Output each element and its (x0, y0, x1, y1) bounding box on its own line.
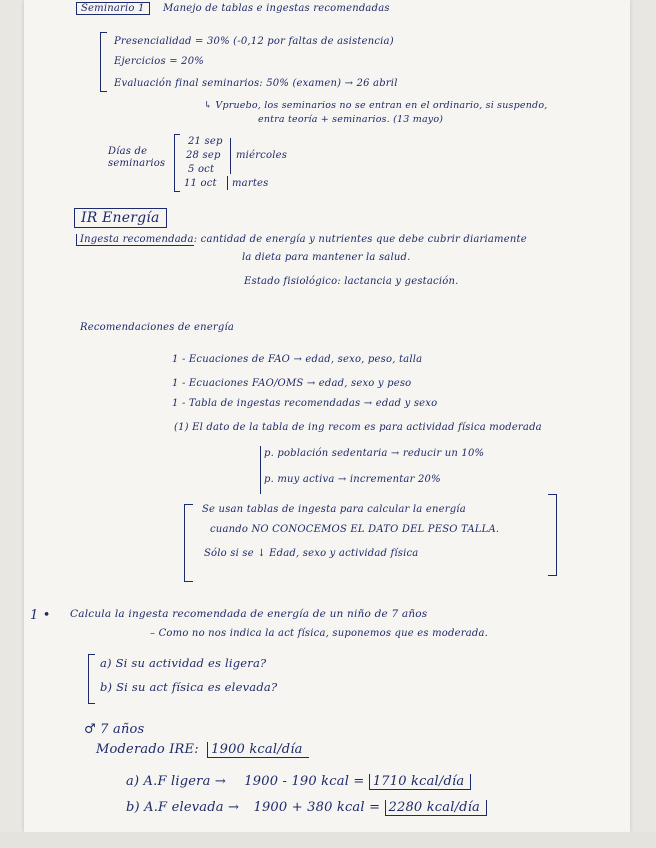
ire-value: 1900 kcal/día (207, 742, 309, 758)
child-label: ♂ 7 años (84, 722, 145, 737)
questions-bracket (88, 654, 95, 704)
answer-a-label: a) A.F ligera → (126, 774, 226, 789)
notebook-page (24, 0, 630, 832)
estado-fisiologico: Estado fisiológico: lactancia y gestación. (244, 276, 459, 287)
question-b: b) Si su act física es elevada? (100, 680, 278, 694)
seminario-label: Seminario 1 (76, 2, 150, 15)
dates-divider-2 (227, 176, 228, 190)
ire-label: Moderado IRE: (96, 742, 199, 757)
evaluation-note-line2: entra teoría + seminarios. (13 mayo) (258, 114, 444, 125)
answer-a-value: 1710 kcal/día (369, 774, 472, 790)
definition-line2: la dieta para mantener la salud. (242, 252, 411, 263)
answer-b-value: 2280 kcal/día (385, 800, 488, 816)
ire-line (96, 742, 309, 757)
evaluation-item-final: Evaluación final seminarios: 50% (examen) → 26 abril (114, 78, 398, 89)
recommendations-heading: Recomendaciones de energía (80, 322, 235, 333)
answer-b (126, 800, 487, 815)
box-line2: cuando NO CONOCEMOS EL DATO DEL PESO TALLA. (210, 524, 500, 535)
answer-b-calc: 1900 + 380 kcal = (253, 800, 381, 815)
date-item: 21 sep (188, 136, 223, 147)
date-item: 5 oct (188, 164, 215, 175)
exercise-note: – Como no nos indica la act física, suponemos que es moderada. (150, 628, 489, 639)
page-title: Manejo de tablas e ingestas recomendadas (162, 3, 390, 14)
recommendations-note: (1) El dato de la tabla de ing recom es para actividad física moderada (174, 422, 542, 433)
box-line1: Se usan tablas de ingesta para calcular la energía (202, 504, 466, 515)
evaluation-item-ejercicios: Ejercicios = 20% (114, 56, 205, 67)
answer-a (126, 774, 471, 789)
energy-heading: IR Energía (74, 210, 167, 226)
date-item: 11 oct (184, 178, 217, 189)
energy-definition (76, 234, 527, 245)
definition-line1: : cantidad de energía y nutrientes que debe cubrir diariamente (193, 234, 527, 245)
box-bracket-left (184, 504, 193, 582)
weekday-miercoles: miércoles (236, 150, 288, 161)
recommendation-sub-activa: p. muy activa → incrementar 20% (264, 474, 441, 485)
dates-divider (230, 138, 231, 174)
dates-bracket (174, 134, 180, 192)
header (76, 3, 390, 14)
recommendation-item: 1 - Tabla de ingestas recomendadas → edad y sexo (172, 398, 438, 409)
recommendation-item: 1 - Ecuaciones de FAO → edad, sexo, peso, talla (172, 354, 423, 365)
sub-divider (260, 446, 261, 494)
page-bottom-edge (0, 832, 656, 848)
box-bracket-right (548, 494, 557, 576)
evaluation-note-line1: ↳ Vpruebo, los seminarios no se entran en el ordinario, si suspendo, (204, 100, 548, 111)
evaluation-bracket (100, 32, 107, 92)
dates-label-line1: Días de (108, 146, 148, 157)
evaluation-item-presencialidad: Presencialidad = 30% (-0,12 por faltas de asistencia) (114, 36, 394, 47)
dates-label-line2: seminarios (108, 158, 166, 169)
answer-b-label: b) A.F elevada → (126, 800, 240, 815)
ingesta-recomendada-term: Ingesta recomendada (76, 234, 194, 246)
exercise-number: 1 • (30, 608, 51, 623)
recommendation-item: 1 - Ecuaciones FAO/OMS → edad, sexo y peso (172, 378, 412, 389)
answer-a-calc: 1900 - 190 kcal = (244, 774, 365, 789)
weekday-martes: martes (232, 178, 269, 189)
question-a: a) Si su actividad es ligera? (100, 656, 267, 670)
date-item: 28 sep (186, 150, 221, 161)
recommendation-sub-sedentaria: p. población sedentaria → reducir un 10% (264, 448, 485, 459)
exercise-statement: Calcula la ingesta recomendada de energía de un niño de 7 años (70, 608, 428, 620)
box-line3: Sólo si se ↓ Edad, sexo y actividad física (204, 548, 419, 559)
